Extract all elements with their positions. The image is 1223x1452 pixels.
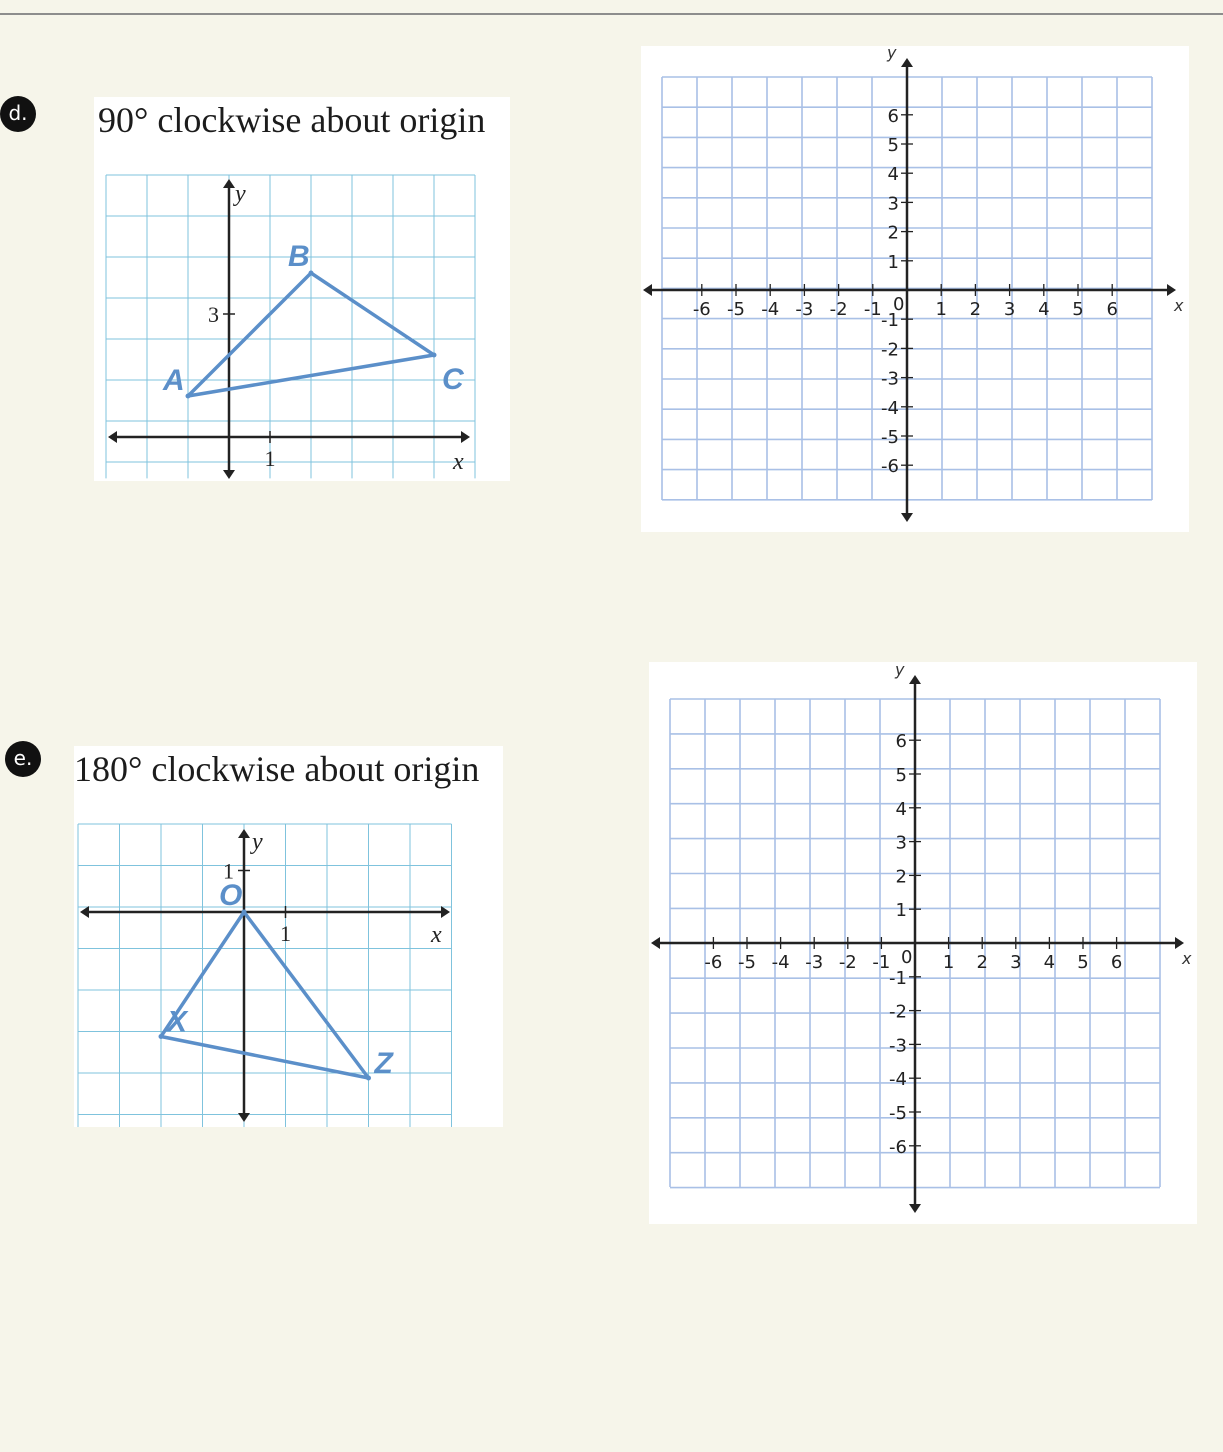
grid-e-x-axis-arrow-right [1175,937,1184,949]
grid-d-x-tick-label: -2 [829,299,848,320]
problem-d-figure [94,97,510,481]
fig-d-y-tick-label: 3 [208,302,219,327]
grid-d-x-tick-label: 6 [1106,299,1118,320]
fig-d-y-axis-arrow-down [223,470,235,479]
top-divider [0,13,1223,15]
grid-e-y-tick-label: 6 [895,731,907,753]
problem-d-title: 90° clockwise about origin [98,100,486,140]
grid-d-x-tick-label: -3 [795,299,814,320]
grid-e-y-tick-label: -6 [889,1136,907,1158]
grid-e-y-tick-label: 1 [895,900,907,922]
fig-d-vertex-label-a: A [163,364,185,397]
grid-e-y-tick-label: -4 [889,1069,907,1091]
grid-d-y-tick-label: 6 [887,105,899,127]
grid-e-x-tick-label: -6 [704,952,723,973]
fig-d-vertex-c [432,353,437,358]
problem-e-figure-panel [74,746,503,1127]
grid-d-y-axis-arrow-down [901,513,913,522]
grid-e-x-tick-label: 1 [942,952,955,973]
fig-e-x-axis-arrow-right [441,906,450,918]
grid-e-y-tick-label: -2 [889,1001,907,1023]
fig-d-x-axis-arrow-left [108,431,117,443]
grid-e-y-axis-arrow-down [909,1204,921,1213]
fig-d-x-axis-arrow-right [461,431,470,443]
grid-e-x-tick-label: -3 [805,952,824,973]
problem-e-title: 180° clockwise about origin [74,749,480,789]
grid-e-x-tick-label: -1 [872,952,891,973]
grid-e-y-axis-arrow-up [909,675,921,684]
grid-d-y-axis-arrow-up [901,58,913,67]
grid-d-y-tick-label: -3 [881,368,899,390]
grid-e-y-tick-label: 3 [895,832,907,854]
grid-d-y-tick-label: -1 [881,310,899,332]
grid-d-y-tick-label: 4 [887,164,899,186]
grid-e-y-axis-label: y [895,660,905,679]
fig-d-vertex-label-b: B [288,240,310,273]
grid-d-y-tick-label: 3 [887,193,899,215]
fig-e-y-axis-arrow-down [238,1113,250,1122]
grid-d-y-tick-label: -2 [881,339,899,361]
grid-d-x-tick-label: 2 [969,299,982,320]
grid-e-x-tick-label: 5 [1077,952,1089,973]
grid-e-y-tick-label: -3 [889,1035,907,1057]
grid-d-x-tick-label: -4 [761,299,780,320]
grid-d-y-tick-label: 2 [887,222,899,244]
grid-d-x-axis-arrow-left [643,284,652,296]
grid-d-y-tick-label: -4 [881,397,899,419]
fig-d-vertex-a [186,394,191,399]
grid-d-y-tick-label: 5 [887,135,899,156]
grid-e-x-tick-label: 6 [1110,952,1123,973]
grid-e-y-tick-label: 2 [895,866,907,888]
problem-d-answer-grid-panel [641,43,1189,532]
fig-d-y-axis-arrow-up [223,179,235,188]
grid-d-x-axis-label: x [1174,296,1184,315]
grid-e-x-tick-label: 4 [1043,952,1056,973]
fig-d-x-tick-label: 1 [264,446,276,471]
fig-e-x-axis-arrow-left [80,906,89,918]
grid-e-y-tick-label: -1 [889,967,907,989]
problem-e-answer-grid[interactable] [649,662,1197,1224]
grid-e-x-axis-label: x [1182,949,1192,968]
fig-e-vertex-x [159,1034,164,1039]
grid-d-y-tick-label: -6 [881,456,899,478]
grid-d-origin-label: 0 [893,294,905,315]
fig-d-y-axis-label: y [235,181,246,207]
fig-e-triangle [161,912,369,1078]
grid-e-x-tick-label: -2 [838,952,857,973]
grid-e-y-tick-label: 4 [895,798,907,820]
fig-e-y-axis-label: y [252,829,263,855]
fig-e-x-tick-label: 1 [280,921,291,946]
fig-e-vertex-label-z: Z [374,1047,393,1080]
fig-d-vertex-label-c: C [442,363,464,396]
grid-e-y-tick-label: 5 [895,765,907,786]
grid-e-x-tick-label: -5 [738,952,756,973]
grid-d-x-tick-label: -1 [863,299,882,320]
fig-e-vertex-z [366,1076,371,1081]
fig-d-x-axis-label: x [453,449,464,475]
fig-e-vertex-label-x: X [167,1005,188,1039]
problem-e-figure [74,746,503,1127]
problem-marker-d: d. [0,96,36,132]
grid-e-x-axis-arrow-left [651,937,660,949]
grid-d-y-tick-label: -5 [881,427,899,448]
grid-d-y-tick-label: 1 [887,251,899,273]
grid-e-x-tick-label: -4 [771,952,790,973]
grid-e-x-tick-label: 2 [976,952,988,973]
grid-e-x-tick-label: 3 [1010,952,1022,973]
grid-e-y-tick-label: -5 [889,1103,907,1124]
grid-d-x-tick-label: 1 [935,299,947,320]
problem-d-answer-grid[interactable] [641,43,1189,532]
grid-d-x-tick-label: 4 [1038,299,1050,320]
grid-e-origin-label: 0 [901,947,913,968]
grid-d-y-axis-label: y [887,43,897,62]
problem-d-figure-panel [94,97,510,481]
problem-marker-e: e. [5,741,41,777]
grid-d-x-tick-label: 5 [1072,299,1084,320]
grid-d-x-tick-label: -6 [692,299,711,320]
grid-d-x-tick-label: -5 [727,299,745,320]
fig-e-y-axis-arrow-up [238,829,250,838]
fig-e-y-tick-label: 1 [223,858,234,884]
grid-d-x-tick-label: 3 [1003,299,1016,320]
fig-e-x-axis-label: x [431,922,442,948]
grid-d-x-axis-arrow-right [1167,284,1176,296]
problem-e-answer-grid-panel [649,662,1197,1224]
fig-e-vertex-label-o: O [219,879,243,912]
